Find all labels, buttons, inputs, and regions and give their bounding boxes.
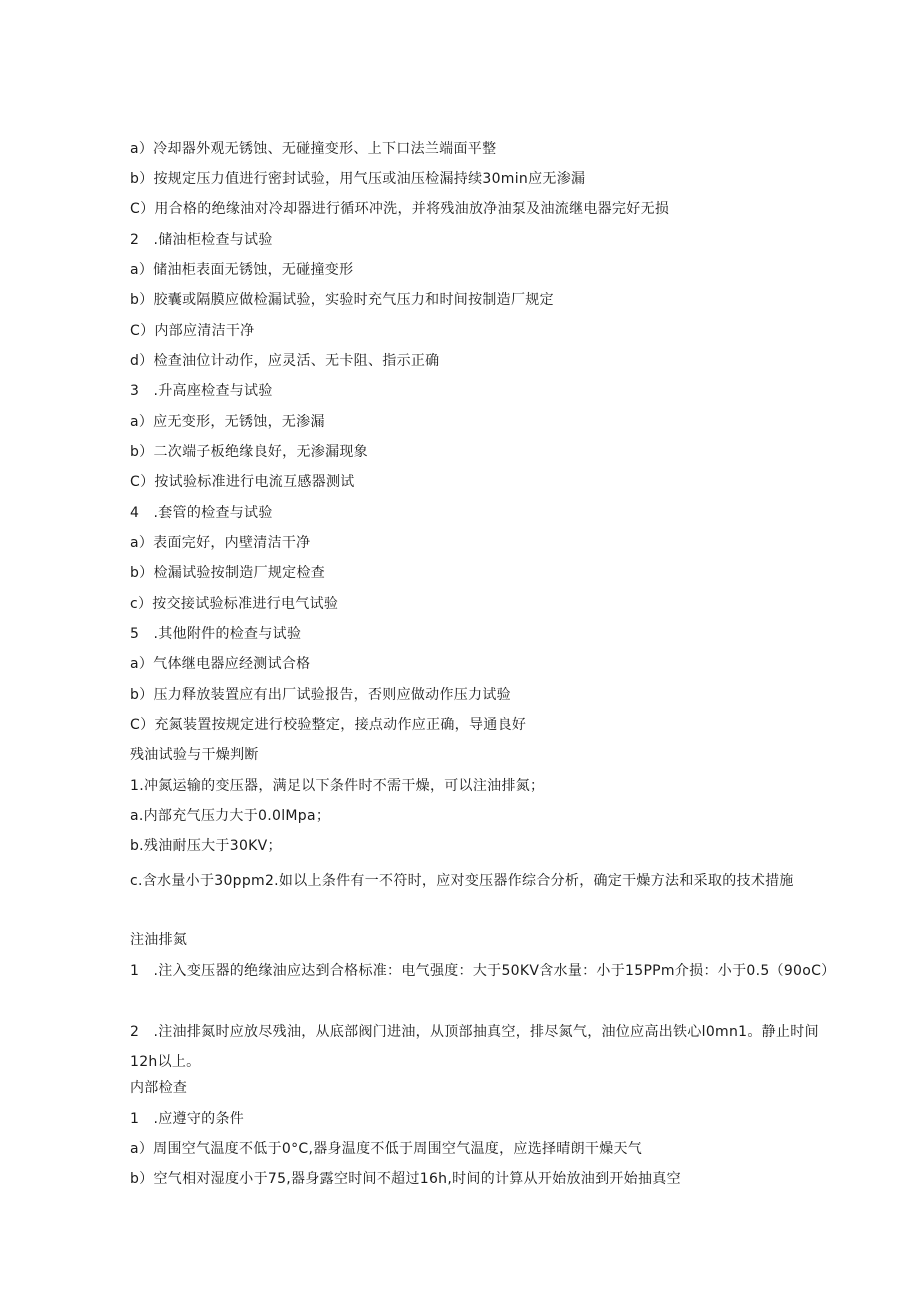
text-line: b）空气相对湿度小于75,器身露空时间不超过16h,时间的计算从开始放油到开始抽真空 — [130, 1171, 681, 1187]
text-line: b.残油耐压大于30KV； — [130, 838, 282, 854]
text-line: a）应无变形，无锈蚀，无渗漏 — [130, 414, 325, 430]
section-heading: 2 .储油柜检查与试验 — [130, 232, 273, 248]
text-line: a）储油柜表面无锈蚀，无碰撞变形 — [130, 262, 354, 278]
section-heading: 3 .升高座检查与试验 — [130, 383, 273, 399]
text-line: a.内部充气压力大于0.0lMpa； — [130, 808, 331, 824]
section-heading: 4 .套管的检查与试验 — [130, 505, 273, 521]
section-heading: 1 .应遵守的条件 — [130, 1111, 245, 1127]
text-line: C）充氮装置按规定进行校验整定，接点动作应正确，导通良好 — [130, 717, 527, 733]
section-title: 注油排氮 — [130, 932, 188, 948]
text-line: C）用合格的绝缘油对冷却器进行循环冲洗，并将残油放净油泵及油流继电器完好无损 — [130, 201, 670, 217]
text-line: d）检查油位计动作，应灵活、无卡阻、指示正确 — [130, 353, 440, 369]
text-line: a）冷却器外观无锈蚀、无碰撞变形、上下口法兰端面平整 — [130, 141, 497, 157]
text-line: a）周围空气温度不低于0°C,器身温度不低于周围空气温度，应选择晴朗干燥天气 — [130, 1141, 643, 1157]
section-heading: 5 .其他附件的检查与试验 — [130, 626, 302, 642]
text-line: a）气体继电器应经测试合格 — [130, 656, 311, 672]
text-line: b）压力释放装置应有出厂试验报告，否则应做动作压力试验 — [130, 687, 511, 703]
text-paragraph: 1 .注入变压器的绝缘油应达到合格标准：电气强度：大于50KV含水量：小于15PPm介损：小于0.5（90oC） — [130, 963, 836, 979]
text-line: b）二次端子板绝缘良好，无渗漏现象 — [130, 444, 368, 460]
text-line: b）按规定压力值进行密封试验，用气压或油压检漏持续30min应无渗漏 — [130, 171, 586, 187]
text-line: b）检漏试验按制造厂规定检查 — [130, 565, 326, 581]
text-line: b）胶囊或隔膜应做检漏试验，实验时充气压力和时间按制造厂规定 — [130, 292, 554, 308]
section-title: 内部检查 — [130, 1080, 188, 1096]
text-paragraph: c.含水量小于30ppm2.如以上条件有一不符时，应对变压器作综合分析，确定干燥方法和采取的技术措施 — [130, 873, 794, 889]
text-line: 1.冲氮运输的变压器，满足以下条件时不需干燥，可以注油排氮； — [130, 778, 545, 794]
section-title: 残油试验与干燥判断 — [130, 747, 259, 763]
text-line: a）表面完好，内壁清洁干净 — [130, 535, 311, 551]
text-line: C）按试验标准进行电流互感器测试 — [130, 474, 355, 490]
text-paragraph: 2 .注油排氮时应放尽残油，从底部阀门进油，从顶部抽真空，排尽氮气，油位应高出铁心l0mn1。静止时间12h以上。 — [130, 1024, 819, 1070]
text-line: c）按交接试验标准进行电气试验 — [130, 596, 339, 612]
text-line: C）内部应清洁干净 — [130, 323, 255, 339]
